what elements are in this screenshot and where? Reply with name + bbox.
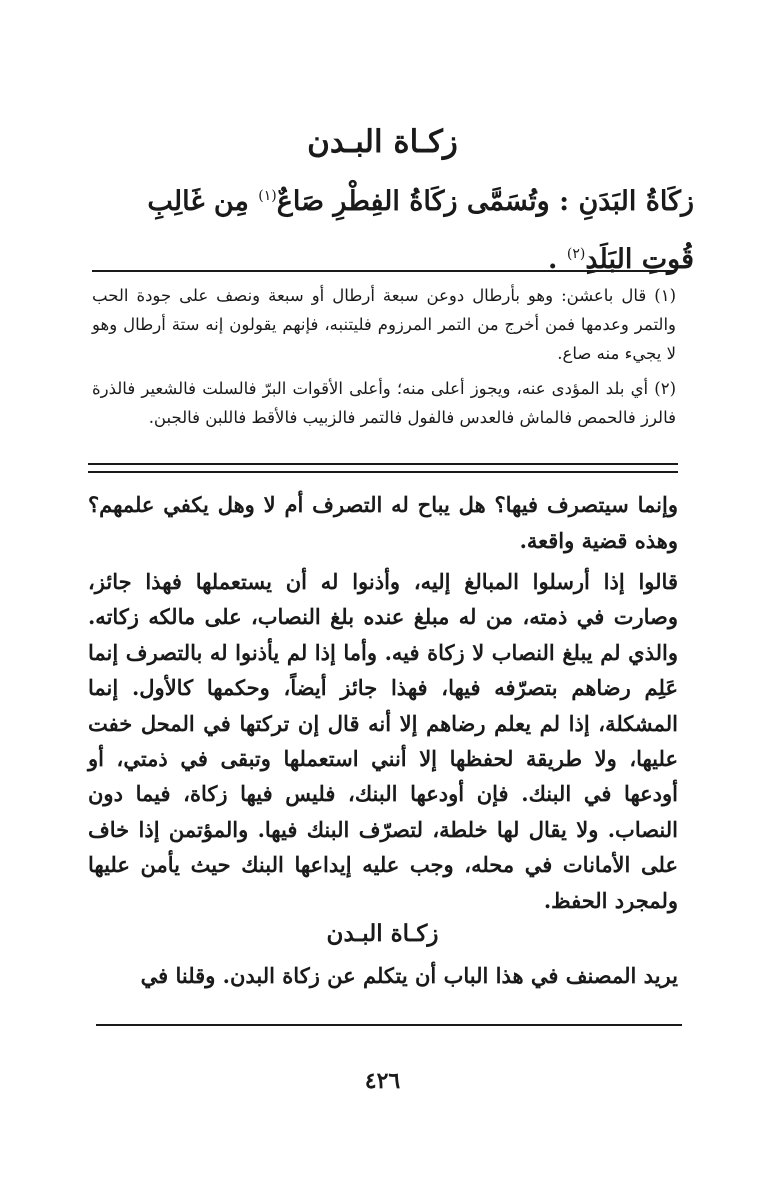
commentary-divider-top bbox=[88, 463, 678, 465]
matn-text-part-2: مِن غَالِبِ قُوتِ البَلَدِ bbox=[147, 186, 694, 275]
matn-text bbox=[88, 170, 694, 286]
footnote-ref-2: (٢) bbox=[566, 246, 586, 262]
chapter-title: زكـاة البـدن bbox=[307, 124, 458, 160]
footnote-divider bbox=[92, 270, 676, 272]
footnote-1: (١) قال باعشن: وهو بأرطال دوعن سبعة أرطال أو سبعة ونصف على جودة الحب والتمر وعدمها فمن أخرج من التمر المرزوم فليتنبه، فإنهم يقولون إنه ستة أرطال وهو لا يجيء منه صاع. bbox=[92, 286, 676, 363]
matn-text-part-3: . bbox=[548, 244, 567, 275]
section-subtitle: زكـاة البـدن bbox=[326, 920, 439, 947]
page-number: ٤٢٦ bbox=[364, 1068, 401, 1094]
commentary-paragraph-2: قالوا إذا أرسلوا المبالغ إليه، وأذنوا له أن يستعملها فهذا جائز، وصارت في ذمته، من له مبلغ عنده بلغ النصاب، على مالكه زكاته. والذي لم يبلغ النصاب لا زكاة فيه. وأما إذا لم يأذنوا له بالتصرف إنما عَلِم رضاهم بتصرّفه فيها، فهذا جائز أيضاً، وحكمها كالأول. إنما المشكلة، إذا لم يعلم رضاهم إلا أنه قال إن تركتها في المحل خفت عليها، ولا طريقة لحفظها إلا أنني استعملها وتبقى في ذمتي، أو أودعها في البنك. فإن أودعها البنك، فليس فيها زكاة، فيما دون النصاب. ولا يقال لها خلطة، لتصرّف البنك فيها. والمؤتمن إذا خاف على الأمانات في محله، وجب عليه إيداعها البنك حيث يأمن عليها ولمجرد الحفظ. bbox=[88, 569, 678, 913]
page-bottom-divider bbox=[96, 1024, 682, 1026]
footnote-2: (٢) أي بلد المؤدى عنه، ويجوز أعلى منه؛ وأعلى الأقوات البرّ فالسلت فالشعير فالذرة فالرز فالحمص فالماش فالعدس فالفول فالتمر فالزبيب فالأقط فاللبن فالجبن. bbox=[92, 379, 676, 427]
commentary-divider-bottom bbox=[88, 471, 678, 473]
matn-text-part-1: زكَاةُ البَدَنِ : وتُسَمَّى زكَاةُ الفِطْرِ صَاعٌ bbox=[276, 186, 694, 217]
commentary-paragraph-1: وإنما سيتصرف فيها؟ هل يباح له التصرف أم لا وهل يكفي علمهم؟ وهذه قضية واقعة. bbox=[88, 492, 678, 553]
footnote-ref-1: (١) bbox=[258, 188, 277, 204]
commentary-intro: يريد المصنف في هذا الباب أن يتكلم عن زكاة البدن. وقلنا في bbox=[140, 963, 678, 988]
